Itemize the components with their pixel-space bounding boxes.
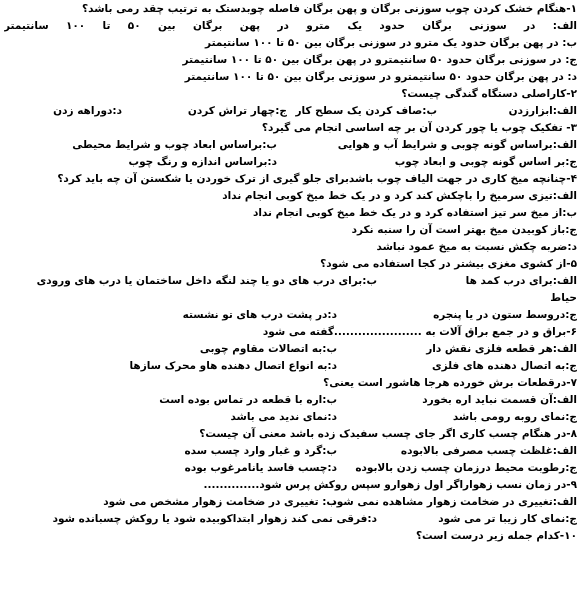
option-2-b: ب:صاف کردن یک سطح کار [295,105,437,117]
option-3-c: ج:بر اساس گونه چوبی و ابعاد چوب [394,156,577,168]
options-row-9b [4,511,577,528]
option-2-c: ج:چهار تراش کردن [187,105,287,117]
option-7-c: ج:نمای روبه رومی باشد [452,411,577,423]
option-9-b: ب: تغییری در ضخامت زهوار مشخص می شود [103,496,337,508]
option-4-d: د:ضربه چکش نسبت به میخ عمود نباشد [376,241,577,253]
options-row-7a [4,392,577,409]
option-6-a: الف:هر قطعه فلزی نقش دار [426,343,577,355]
option-3-a: الف:براساس گونه چوبی و شرایط آب و هوایی [337,139,577,151]
option-7-a: الف:آن قسمت نباید اره بخورد [422,394,577,406]
option-9-c: ج:نمای کار زیبا تر می شود [438,513,577,525]
option-1-d: د: در پهن برگان حدود ۵۰ سانتیمترو در سوزنی برگان بین ۵۰ تا ۱۰۰ سانتیمتر [184,71,577,83]
question-6: ۶-براق و در جمع براق آلات به ......................گفته می شود [262,326,577,338]
option-3-d: د:براساس اندازه و رنگ چوب [128,156,277,168]
option-8-b: ب:گرد و غبار وارد چسب سده [184,445,337,457]
option-9-d: د:فرقی نمی کند زهوار ابتداکوبیده شود یا روکش چسبانده شود [52,513,377,525]
question-4: ۴-چنانچه میخ کاری در جهت الیاف چوب باشدبرای جلو گیری از ترک خوردن یا شکستن آن چه باید کرد؟ [57,173,577,185]
option-1-a: الف: در سوزنی برگان حدود یک مترو در پهن برگان بین ۵۰ تا ۱۰۰ سانتیمتر [4,20,577,32]
options-row-6a [4,341,577,358]
options-row-8b [4,460,577,477]
option-9-a: الف:تغییری در ضخامت زهوار مشاهده نمی شود [331,496,577,508]
option-5-d: د:در پشت درب های تو نشسته [182,309,337,321]
option-1-c: ج: در سوزنی برگان حدود ۵۰ سانتیمترو در پهن برگان بین ۵۰ تا ۱۰۰ سانتیمتر [182,54,577,66]
question-3: ۳- تفکیک چوب یا چور کردن آن بر چه اساسی انجام می گیرد؟ [261,122,577,134]
options-row-2 [4,103,577,120]
options-row-3b [4,154,577,171]
option-5-a: الف:برای درب کمد ها [465,275,577,287]
option-7-d: د:نمای ندید می باشد [230,411,337,423]
question-5: ۵-از کشوی مغزی بیشتر در کجا استفاده می شود؟ [320,258,577,270]
option-2-d: د:دوراهه زدن [53,105,122,117]
options-row-5b [4,307,577,324]
options-row-8a [4,443,577,460]
options-row-6b [4,358,577,375]
options-row-3a [4,137,577,154]
question-2: ۲-کاراصلی دستگاه گندگی چیست؟ [401,88,577,100]
option-3-b: ب:براساس ابعاد چوب و شرایط محیطی [72,139,277,151]
option-4-b: ب:از میخ سر تیز استفاده کرد و در یک خط میخ کوبی انجام نداد [252,207,577,219]
option-8-c: ج:رطوبت محیط درزمان چسب زدن بالابوده [355,462,577,474]
option-4-c: ج:باز کوبیدن میخ بهتر است آن را سنبه نکرد [351,224,577,236]
question-1: ۱-هنگام خشک کردن چوب سوزنی برگان و پهن برگان فاصله چوبدستک به ترتیب چقد رمی باشد؟ [82,3,577,15]
option-6-d: د:به انواع اتصال دهنده هاو محرک سازها [129,360,337,372]
option-6-b: ب:به اتصالات مقاوم چوبی [199,343,337,355]
options-row-9a [4,494,577,511]
option-6-c: ج:به اتصال دهنده های فلزی [431,360,577,372]
option-8-d: د:چسب فاسد یانامرغوب بوده [184,462,337,474]
option-5-c: ج:دروسط ستون در یا پنجره [433,309,577,321]
options-row-7b [4,409,577,426]
question-8: ۸-در هنگام چسب کاری اگر جای چسب سفیدک زده باشد معنی آن چیست؟ [199,428,577,440]
option-5-b-continued: حیاط [550,292,577,304]
question-7: ۷-درقطعات برش خورده هرجا هاشور است یعنی؟ [323,377,577,389]
question-10: ۱۰-کدام جمله زیر درست است؟ [415,530,577,542]
options-row-5a [4,273,577,290]
option-2-a: الف:ابزارزدن [508,105,577,117]
option-1-b: ب: در پهن برگان حدود یک مترو در سوزنی برگان بین ۵۰ تا ۱۰۰ سانتیمتر [205,37,577,49]
question-9: ۹-در زمان نسب زهواراگر اول زهوارو سپس روکش پرس شود.............. [203,479,577,491]
option-8-a: الف:غلظت چسب مصرفی بالابوده [400,445,577,457]
option-4-a: الف:تیزی سرمیخ را باچکش کند کرد و در یک خط میخ کوبی انجام نداد [222,190,577,202]
option-7-b: ب:اره با قطعه در تماس بوده است [159,394,337,406]
option-5-b: ب:برای درب های دو یا چند لنگه داخل ساختمان یا درب های ورودی [36,275,377,287]
